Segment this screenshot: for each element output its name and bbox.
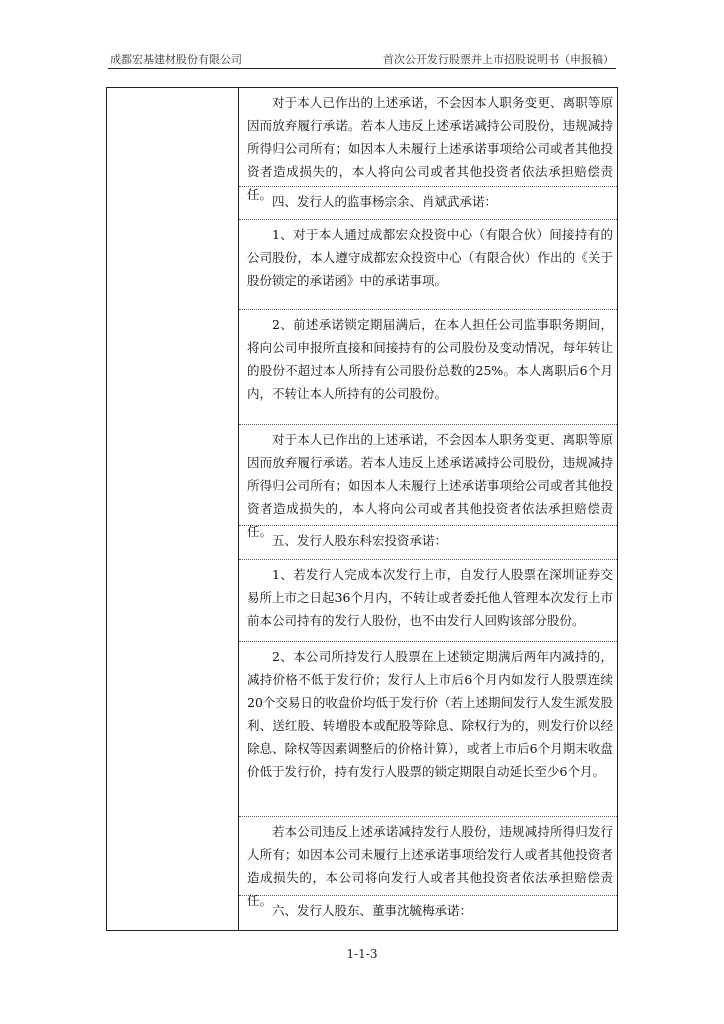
paragraph-10: 六、发行人股东、董事沈毓梅承诺： <box>272 903 473 918</box>
paragraph-8: 2、本公司所持发行人股票在上述锁定期满后两年内减持的，减持价格不低于发行价；发行人上市后6个月内如发行人股票连续20个交易日的收盘价均低于发行价（若上述期间发行人发生派发股利、送红股、转增股本或配股等除息、除权行为的，则发行价以经除息、除权等因素调整后的价格计算），或者上市后6个月期末收盘价低于发行价，持有发行人股票的锁定期限自动延长至少6个月。 <box>239 642 617 817</box>
paragraph-6: 五、发行人股东科宏投资承诺： <box>239 526 617 560</box>
table-left-column <box>107 88 239 930</box>
document-title: 首次公开发行股票并上市招股说明书（申报稿） <box>383 53 614 66</box>
page-header <box>108 48 616 69</box>
paragraph-2: 四、发行人的监事杨宗余、肖斌武承诺： <box>239 187 617 220</box>
table-right-column <box>239 88 617 930</box>
paragraph-7: 1、若发行人完成本次发行上市，自发行人股票在深圳证券交易所上市之日起36个月内，不转让或者委托他人管理本次发行上市前本公司持有的发行人股份，也不由发行人回购该部分股份。 <box>239 560 617 642</box>
paragraph-3: 1、对于本人通过成都宏众投资中心（有限合伙）间接持有的公司股份，本人遵守成都宏众投资中心（有限合伙）作出的《关于股份锁定的承诺函》中的承诺事项。 <box>239 220 617 310</box>
page-number: 1-1-3 <box>346 947 378 961</box>
company-name: 成都宏基建材股份有限公司 <box>110 53 242 66</box>
paragraph-1: 对于本人已作出的上述承诺，不会因本人职务变更、离职等原因而放弃履行承诺。若本人违反上述承诺减持公司股份，违规减持所得归公司所有；如因本人未履行上述承诺事项给公司或者其他投资者造成损失的，本人将向公司或者其他投资者依法承担赔偿责任。 <box>239 88 617 187</box>
paragraph-4: 2、前述承诺锁定期届满后，在本人担任公司监事职务期间，将向公司申报所直接和间接持有的公司股份及变动情况，每年转让的股份不超过本人所持有公司股份总数的25%。本人离职后6个月内，不转让本人所持有的公司股份。 <box>239 310 617 425</box>
paragraph-5: 对于本人已作出的上述承诺，不会因本人职务变更、离职等原因而放弃履行承诺。若本人违反上述承诺减持公司股份，违规减持所得归公司所有；如因本人未履行上述承诺事项给公司或者其他投资者造成损失的，本人将向公司或者其他投资者依法承担赔偿责任。 <box>239 425 617 526</box>
commitment-table <box>106 87 618 931</box>
paragraph-9: 若本公司违反上述承诺减持发行人股份，违规减持所得归发行人所有；如因本公司未履行上述承诺事项给发行人或者其他投资者造成损失的，本公司将向发行人或者其他投资者依法承担赔偿责任。 <box>239 817 617 896</box>
